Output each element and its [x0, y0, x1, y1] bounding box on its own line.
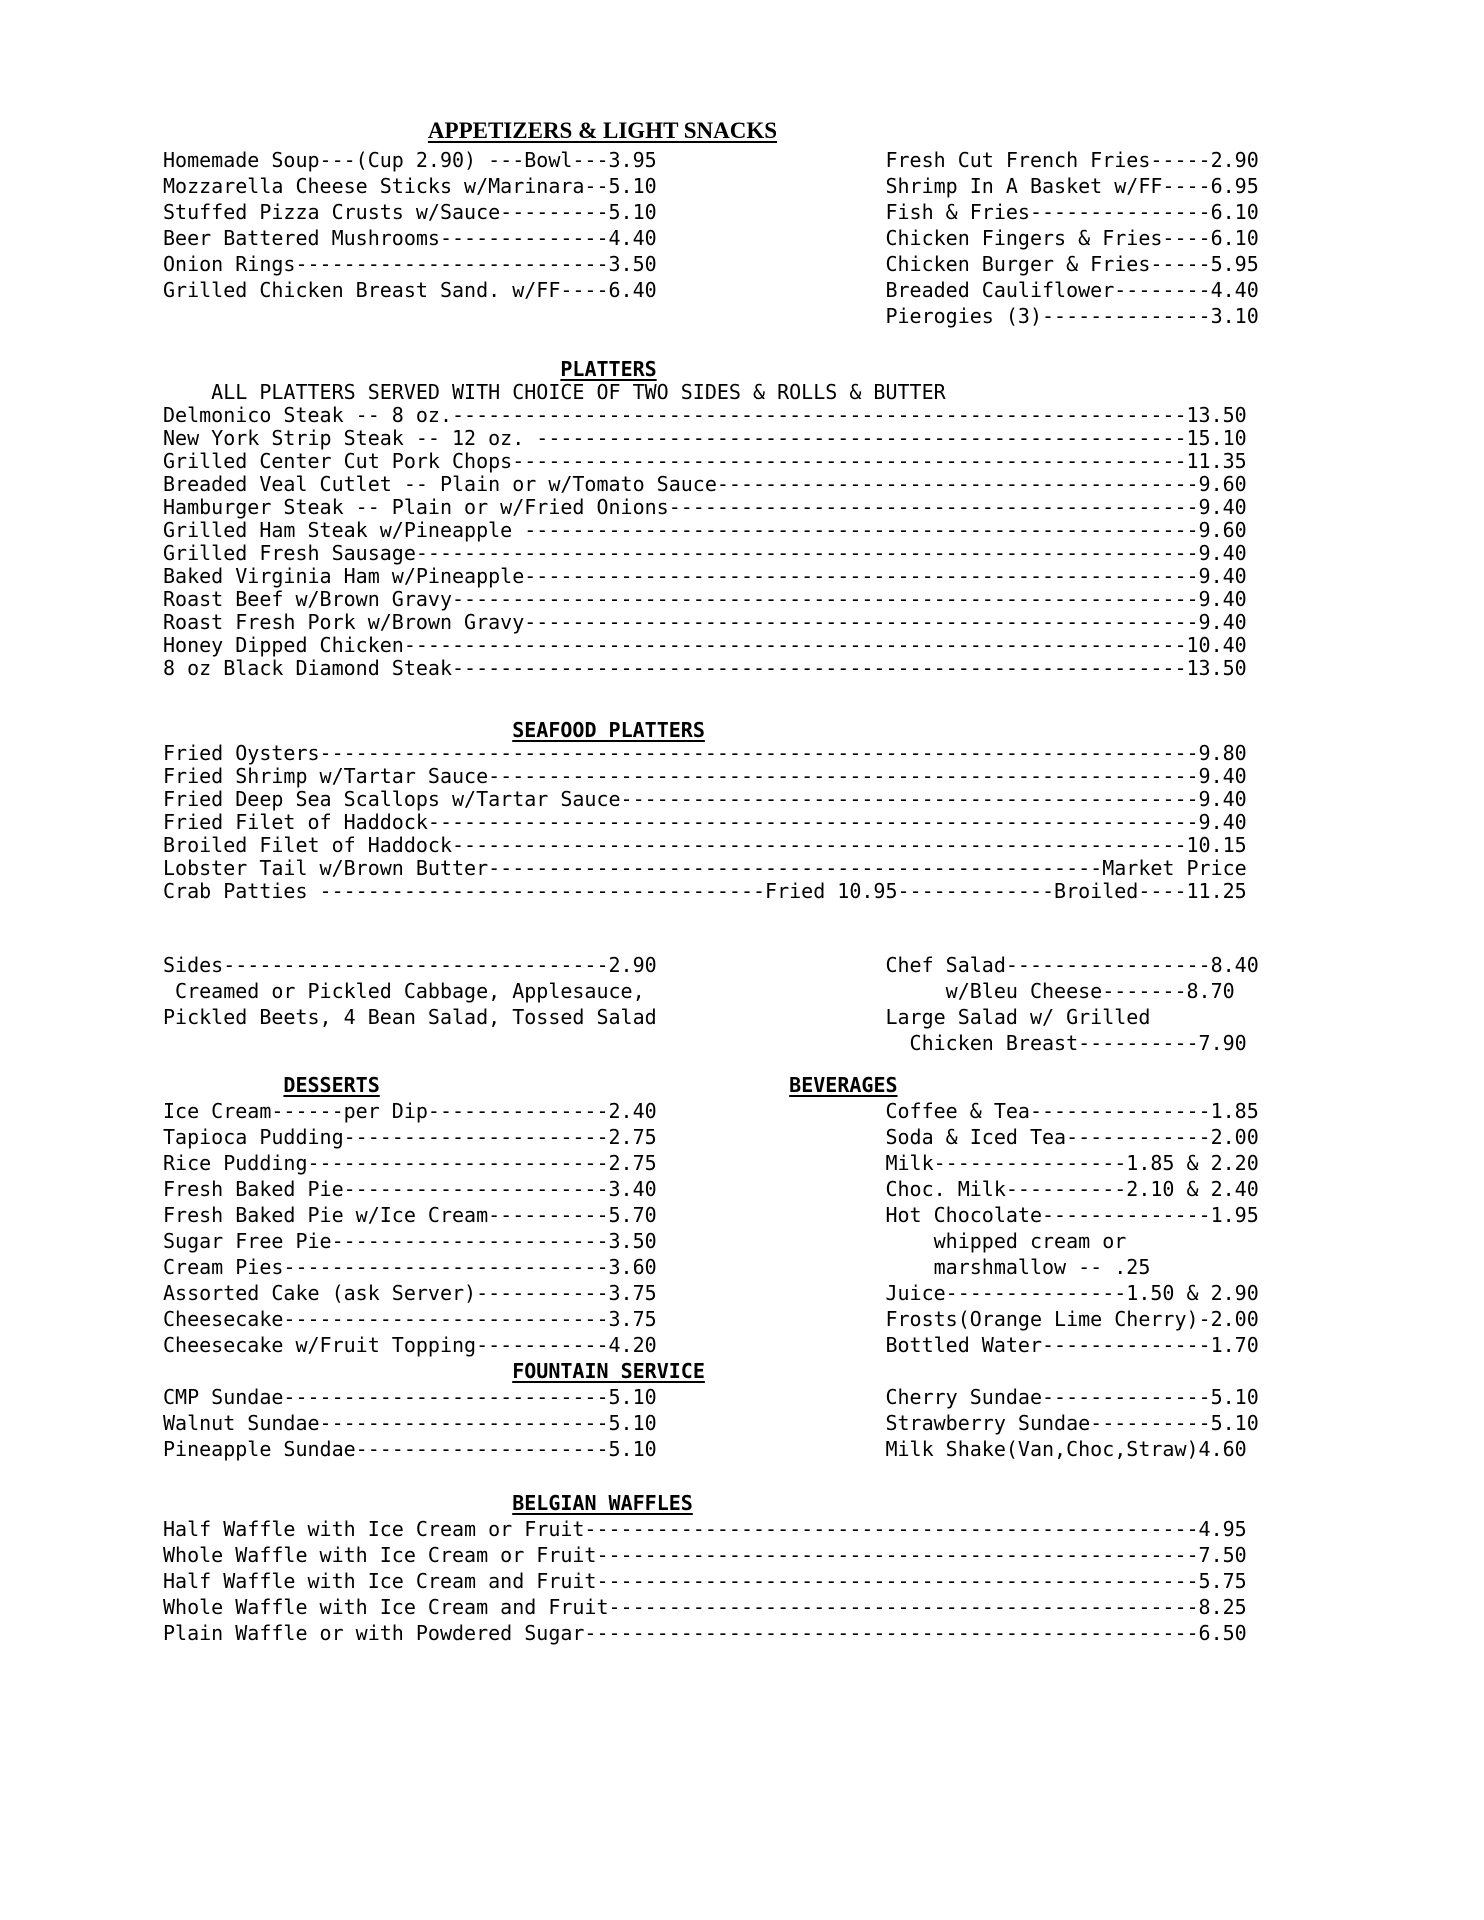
menu-line: Plain Waffle or with Powdered Sugar---------------------------------------------------6.50 — [163, 1621, 1247, 1645]
menu-document — [163, 118, 1343, 1646]
section-header-line — [163, 1358, 1343, 1384]
menu-line: Ice Cream------per Dip---------------2.40 Coffee & Tea---------------1.85 — [163, 1099, 1259, 1123]
menu-line: Roast Beef w/Brown Gravy--------------------------------------------------------------9.40 — [163, 587, 1247, 611]
menu-line: Breaded Veal Cutlet -- Plain or w/Tomato Sauce----------------------------------------9.60 — [163, 472, 1247, 496]
section-title-left: DESSERTS — [283, 1073, 380, 1097]
section-header-line — [163, 1072, 1343, 1098]
section-sides-salads — [163, 952, 1343, 1056]
menu-line: Lobster Tail w/Brown Butter---------------------------------------------------Market Price — [163, 856, 1247, 880]
menu-line: New York Strip Steak -- 12 oz. ------------------------------------------------------15.10 — [163, 426, 1247, 450]
menu-line: Grilled Fresh Sausage-----------------------------------------------------------------9.40 — [163, 541, 1247, 565]
menu-line: Delmonico Steak -- 8 oz.-------------------------------------------------------------13.50 — [163, 403, 1247, 427]
menu-line: Half Waffle with Ice Cream or Fruit---------------------------------------------------4.95 — [163, 1517, 1247, 1541]
section-subtitle: ALL PLATTERS SERVED WITH CHOICE OF TWO SIDES & ROLLS & BUTTER — [163, 380, 946, 404]
menu-line: Tapioca Pudding----------------------2.75 Soda & Iced Tea------------2.00 — [163, 1125, 1259, 1149]
menu-line: Assorted Cake (ask Server)-----------3.75 Juice---------------1.50 & 2.90 — [163, 1281, 1259, 1305]
menu-line: Grilled Chicken Breast Sand. w/FF----6.40 Breaded Cauliflower--------4.40 — [163, 278, 1259, 302]
menu-line: Chicken Breast----------7.90 — [163, 1031, 1247, 1055]
menu-line: Broiled Filet of Haddock-------------------------------------------------------------10.15 — [163, 833, 1247, 857]
menu-line: Grilled Ham Steak w/Pineapple --------------------------------------------------------9.60 — [163, 518, 1247, 542]
menu-line: Hamburger Steak -- Plain or w/Fried Onions--------------------------------------------9.40 — [163, 495, 1247, 519]
menu-line: Beer Battered Mushrooms--------------4.40 Chicken Fingers & Fries----6.10 — [163, 226, 1259, 250]
menu-line: Fried Oysters-------------------------------------------------------------------------9.80 — [163, 741, 1247, 765]
menu-line: Cheesecake---------------------------3.75 Frosts(Orange Lime Cherry)-2.00 — [163, 1307, 1259, 1331]
menu-line: Pierogies (3)--------------3.10 — [163, 304, 1259, 328]
section-title: BELGIAN WAFFLES — [512, 1491, 693, 1515]
section-title-serif: APPETIZERS & LIGHT SNACKS — [427, 118, 778, 143]
section-seafood-platters — [163, 719, 1343, 903]
section-appetizers — [163, 118, 1343, 329]
menu-line: Rice Pudding-------------------------2.75 Milk----------------1.85 & 2.20 — [163, 1151, 1259, 1175]
menu-line: Walnut Sundae------------------------5.10 Strawberry Sundae----------5.10 — [163, 1411, 1259, 1435]
menu-line: Cheesecake w/Fruit Topping-----------4.20 Bottled Water--------------1.70 — [163, 1333, 1259, 1357]
menu-line: Half Waffle with Ice Cream and Fruit--------------------------------------------------5.75 — [163, 1569, 1247, 1593]
menu-line: Fresh Baked Pie w/Ice Cream----------5.70 Hot Chocolate--------------1.95 — [163, 1203, 1259, 1227]
menu-line: CMP Sundae---------------------------5.10 Cherry Sundae--------------5.10 — [163, 1385, 1259, 1409]
menu-line: Roast Fresh Pork w/Brown Gravy--------------------------------------------------------9.40 — [163, 610, 1247, 634]
section-header-line — [163, 358, 1343, 381]
section-header-line — [163, 1490, 1343, 1516]
menu-line: Pineapple Sundae---------------------5.10 Milk Shake(Van,Choc,Straw)4.60 — [163, 1437, 1247, 1461]
menu-line: Whole Waffle with Ice Cream and Fruit-------------------------------------------------8.25 — [163, 1595, 1247, 1619]
menu-line: Homemade Soup---(Cup 2.90) ---Bowl---3.95 Fresh Cut French Fries-----2.90 — [163, 148, 1259, 172]
menu-line: Creamed or Pickled Cabbage, Applesauce, w/Bleu Cheese-------8.70 — [163, 979, 1235, 1003]
menu-line: 8 oz Black Diamond Steak-------------------------------------------------------------13.50 — [163, 656, 1247, 680]
menu-line: Cream Pies---------------------------3.60 marshmallow -- .25 — [163, 1255, 1151, 1279]
section-title: SEAFOOD PLATTERS — [512, 718, 705, 742]
menu-line: Pickled Beets, 4 Bean Salad, Tossed Salad Large Salad w/ Grilled — [163, 1005, 1151, 1029]
menu-line: Stuffed Pizza Crusts w/Sauce---------5.10 Fish & Fries---------------6.10 — [163, 200, 1259, 224]
menu-line: Honey Dipped Chicken-----------------------------------------------------------------10.40 — [163, 633, 1247, 657]
menu-line: Onion Rings--------------------------3.50 Chicken Burger & Fries-----5.95 — [163, 252, 1259, 276]
section-desserts-beverages — [163, 1072, 1343, 1358]
menu-line: Fried Filet of Haddock----------------------------------------------------------------9.40 — [163, 810, 1247, 834]
menu-line: Mozzarella Cheese Sticks w/Marinara--5.10 Shrimp In A Basket w/FF----6.95 — [163, 174, 1259, 198]
menu-line: Sugar Free Pie-----------------------3.50 whipped cream or — [163, 1229, 1127, 1253]
menu-line: Grilled Center Cut Pork Chops--------------------------------------------------------11.35 — [163, 449, 1247, 473]
section-platters — [163, 358, 1343, 680]
section-header-line — [163, 719, 1343, 742]
menu-line: Sides--------------------------------2.90 Chef Salad-----------------8.40 — [163, 953, 1259, 977]
menu-line: Crab Patties -------------------------------------Fried 10.95-------------Broiled----11.25 — [163, 879, 1247, 903]
menu-line: Fried Deep Sea Scallops w/Tartar Sauce------------------------------------------------9.40 — [163, 787, 1247, 811]
menu-line: Fresh Baked Pie----------------------3.40 Choc. Milk----------2.10 & 2.40 — [163, 1177, 1259, 1201]
section-fountain-service — [163, 1358, 1343, 1462]
menu-line: Baked Virginia Ham w/Pineapple--------------------------------------------------------9.40 — [163, 564, 1247, 588]
menu-line: Fried Shrimp w/Tartar Sauce-----------------------------------------------------------9.40 — [163, 764, 1247, 788]
section-title: PLATTERS — [560, 357, 657, 381]
section-belgian-waffles — [163, 1490, 1343, 1646]
section-title-right: BEVERAGES — [789, 1073, 898, 1097]
menu-line: Whole Waffle with Ice Cream or Fruit--------------------------------------------------7.50 — [163, 1543, 1247, 1567]
section-title: FOUNTAIN SERVICE — [512, 1359, 705, 1383]
